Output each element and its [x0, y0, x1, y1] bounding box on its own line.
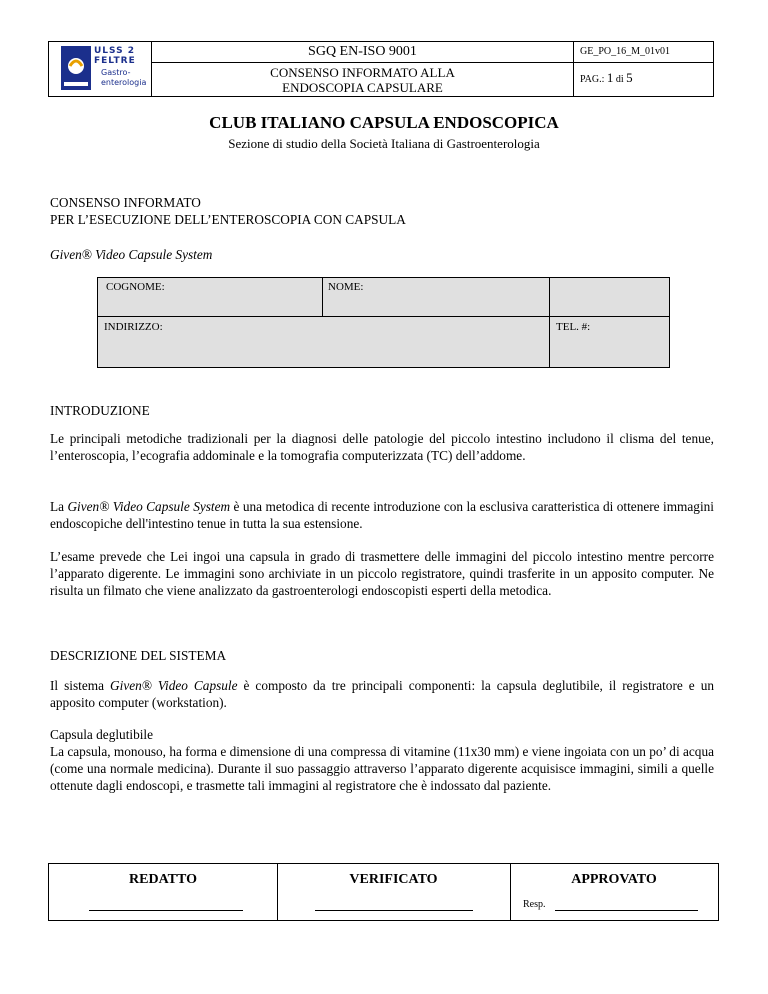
approvato-header: APPROVATO — [571, 872, 657, 887]
title-cell — [152, 42, 574, 96]
capsula-heading: Capsula deglutibile — [50, 727, 154, 742]
page-subtitle: Sezione di studio della Società Italiana di Gastroenterologia — [228, 136, 540, 151]
ulss-logo — [61, 46, 147, 92]
nome-label: NOME: — [328, 281, 364, 293]
document-code: GE_PO_16_M_01v01 — [580, 46, 671, 57]
intro-paragraph-3: L’esame prevede che Lei ingoi una capsula in grado di trasmettere delle immagini del piccolo intestino mentre percorre l’apparato digerente. Le immagini sono archiviate in un piccolo registratore, quindi trasferite in un apposito computer. Ne risulta un filmato che viene analizzato da gastroenterologi endoscopisti esperti della metodica. — [50, 549, 714, 598]
system-name: Given® Video Capsule System — [50, 247, 213, 262]
page-title: CLUB ITALIANO CAPSULA ENDOSCOPICA — [209, 113, 559, 132]
logo-emblem-icon — [61, 46, 91, 90]
page-label: PAG.: — [580, 74, 605, 85]
page-number: 1 — [606, 70, 614, 85]
indirizzo-label: INDIRIZZO: — [104, 321, 163, 333]
logo-line-2: FELTRE — [94, 56, 136, 66]
page-indicator — [580, 70, 633, 86]
intro-heading: INTRODUZIONE — [50, 403, 150, 418]
description-system-name: Given® Video Capsule — [110, 678, 238, 693]
redatto-signature-line — [89, 898, 243, 911]
description-heading: DESCRIZIONE DEL SISTEMA — [50, 648, 227, 663]
code-cell — [574, 42, 713, 96]
cognome-label: COGNOME: — [106, 281, 165, 293]
consent-heading-line-2: PER L’ESECUZIONE DELL’ENTEROSCOPIA CON CAPSULA — [50, 212, 406, 227]
logo-line-1: ULSS 2 — [94, 46, 135, 56]
page-total: 5 — [626, 70, 633, 85]
logo-cell — [49, 42, 152, 96]
logo-line-3: Gastro- — [101, 68, 131, 77]
capsula-paragraph: La capsula, monouso, ha forma e dimensione di una compressa di vitamine (11x30 mm) e viene ingoiata con un po’ di acqua (come una normale medicina). Durante il suo passaggio attraverso l’apparato digerente acquisisce immagini, simili a quelle ottenute dagli endoscopi, e trasmette tali immagini al registratore che è indossato dal paziente. — [50, 744, 714, 793]
standard-label: SGQ EN-ISO 9001 — [308, 44, 417, 59]
patient-info-form — [97, 277, 670, 368]
logo-line-4: enterologia — [101, 78, 147, 87]
resp-label: Resp. — [523, 899, 546, 910]
verificato-header: VERIFICATO — [349, 872, 438, 887]
approvato-signature-line — [555, 898, 698, 911]
doc-title-line-2: ENDOSCOPIA CAPSULARE — [282, 80, 443, 95]
intro-paragraph-2: La Given® Video Capsule System è una metodica di recente introduzione con la esclusiva caratteristica di ottenere immagini endoscopiche dell'intestino tenue in tutta la sua estensione. — [50, 499, 714, 531]
intro-paragraph-1: Le principali metodiche tradizionali per la diagnosi delle patologie del piccolo intestino includono il clisma del tenue, l’enteroscopia, l’ecografia addominale e la tomografia computerizzata (TC) dell’addome. — [50, 431, 714, 463]
approval-table — [48, 863, 719, 921]
tel-label: TEL. #: — [556, 321, 591, 333]
document-header — [48, 41, 714, 97]
doc-title-line-1: CONSENSO INFORMATO ALLA — [270, 65, 455, 80]
description-paragraph: Il sistema Given® Video Capsule è composto da tre principali componenti: la capsula deglutibile, il registratore e un apposito computer (workstation). — [50, 678, 714, 710]
verificato-signature-line — [315, 898, 473, 911]
intro-system-name: Given® Video Capsule System — [67, 499, 231, 514]
redatto-header: REDATTO — [129, 872, 197, 887]
page-of: di — [615, 74, 624, 85]
consent-heading-line-1: CONSENSO INFORMATO — [50, 195, 201, 210]
